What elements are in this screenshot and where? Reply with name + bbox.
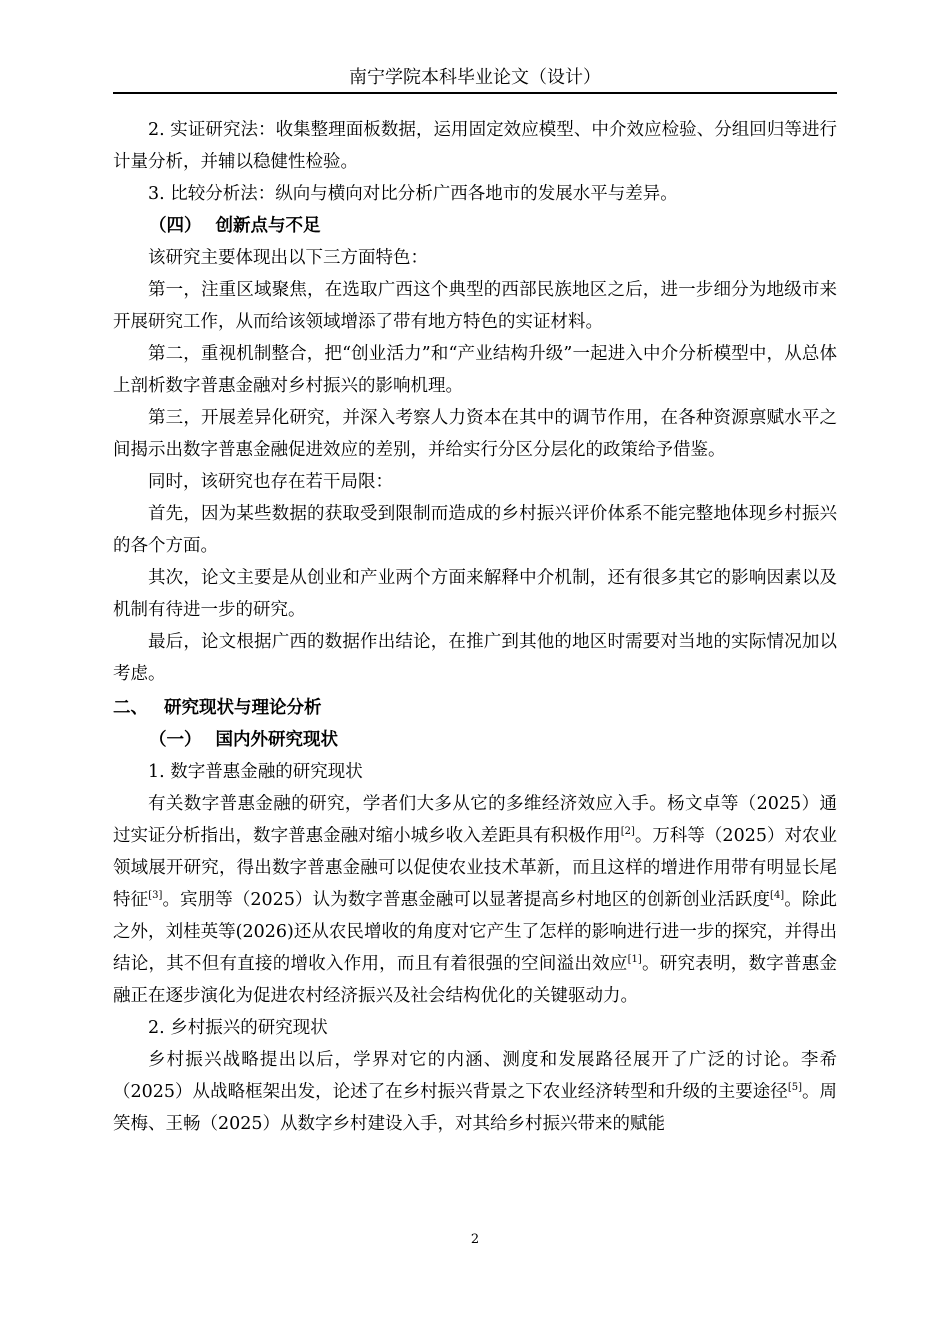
document-body — [113, 114, 837, 1140]
paragraph-features-intro: 该研究主要体现出以下三方面特色： — [148, 248, 428, 268]
paragraph-method-2: 2. 实证研究法：收集整理面板数据，运用固定效应模型、中介效应检验、分组回归等进行计量分析，并辅以稳健性检验。 — [113, 120, 837, 172]
text-run: 。除此之外，刘桂英等(2026)还从农民增收的角度对它产生了怎样的影响进行进一步的探究，并得出结论，其不但有直接的增收入作用，而且有着很强的空间溢出效应 — [113, 890, 837, 974]
citation-ref: [4] — [770, 890, 785, 901]
citation-ref: [3] — [148, 890, 163, 901]
heading-text: 创新点与不足 — [215, 216, 321, 236]
paragraph-limit-2: 其次，论文主要是从创业和产业两个方面来解释中介机制，还有很多其它的影响因素以及机制有待进一步的研究。 — [113, 568, 837, 620]
subheading-rural-revitalization: 2. 乡村振兴的研究现状 — [148, 1018, 328, 1038]
page-header-title: 南宁学院本科毕业论文（设计） — [349, 67, 601, 88]
header-rule — [113, 92, 837, 94]
paragraph-limit-1: 首先，因为某些数据的获取受到限制而造成的乡村振兴评价体系不能完整地体现乡村振兴的各个方面。 — [113, 504, 837, 556]
paragraph-limits-intro: 同时，该研究也存在若干局限： — [148, 472, 393, 492]
text-run: 。宾朋等（2025）认为数字普惠金融可以显著提高乡村地区的创新创业活跃度 — [162, 890, 771, 910]
text-run: 。万科等（2025）对农业领域展开研究，得出数字普惠金融可以促使农业技术革新，而且这样的增进作用带有明显长尾特征 — [113, 826, 837, 910]
heading-text: 国内外研究现状 — [215, 730, 338, 750]
citation-ref: [5] — [787, 1082, 802, 1093]
heading-number: （一） — [149, 730, 202, 750]
section-heading-status — [113, 724, 837, 756]
subheading-digital-finance: 1. 数字普惠金融的研究现状 — [148, 762, 363, 782]
paragraph-limit-3: 最后，论文根据广西的数据作出结论，在推广到其他的地区时需要对当地的实际情况加以考虑。 — [113, 632, 837, 684]
paragraph-feature-3: 第三，开展差异化研究，并深入考察人力资本在其中的调节作用，在各种资源禀赋水平之间揭示出数字普惠金融促进效应的差别，并给实行分区分层化的政策给予借鉴。 — [113, 408, 837, 460]
text-run: 乡村振兴战略提出以后，学界对它的内涵、测度和发展路径展开了广泛的讨论。李希（2025）从战略框架出发，论述了在乡村振兴背景之下农业经济转型和升级的主要途径 — [113, 1050, 837, 1102]
text-run: 。周笑梅、王畅（2025）从数字乡村建设入手，对其给乡村振兴带来的赋能 — [113, 1082, 837, 1134]
chapter-number: 二、 — [113, 698, 148, 718]
paragraph-feature-2: 第二，重视机制整合，把“创业活力”和“产业结构升级”一起进入中介分析模型中，从总体上剖析数字普惠金融对乡村振兴的影响机理。 — [113, 344, 837, 396]
text-run: 。研究表明，数字普惠金融正在逐步演化为促进农村经济振兴及社会结构优化的关键驱动力。 — [113, 954, 837, 1006]
paragraph-method-3: 3. 比较分析法：纵向与横向对比分析广西各地市的发展水平与差异。 — [148, 184, 678, 204]
citation-ref: [1] — [627, 954, 642, 965]
heading-number: （四） — [149, 216, 202, 236]
text-run: 有关数字普惠金融的研究，学者们大多从它的多维经济效应入手。杨文卓等（2025）通过实证分析指出，数字普惠金融对缩小城乡收入差距具有积极作用 — [113, 794, 837, 846]
chapter-title: 研究现状与理论分析 — [164, 698, 322, 718]
paragraph-digital-finance-review — [113, 788, 837, 1012]
chapter-heading — [113, 692, 837, 724]
paragraph-rural-review — [113, 1044, 837, 1140]
section-heading-innovation — [113, 210, 837, 242]
paragraph-feature-1: 第一，注重区域聚焦，在选取广西这个典型的西部民族地区之后，进一步细分为地级市来开展研究工作，从而给该领域增添了带有地方特色的实证材料。 — [113, 280, 837, 332]
page-number: 2 — [470, 1232, 480, 1247]
citation-ref: [2] — [620, 826, 635, 837]
